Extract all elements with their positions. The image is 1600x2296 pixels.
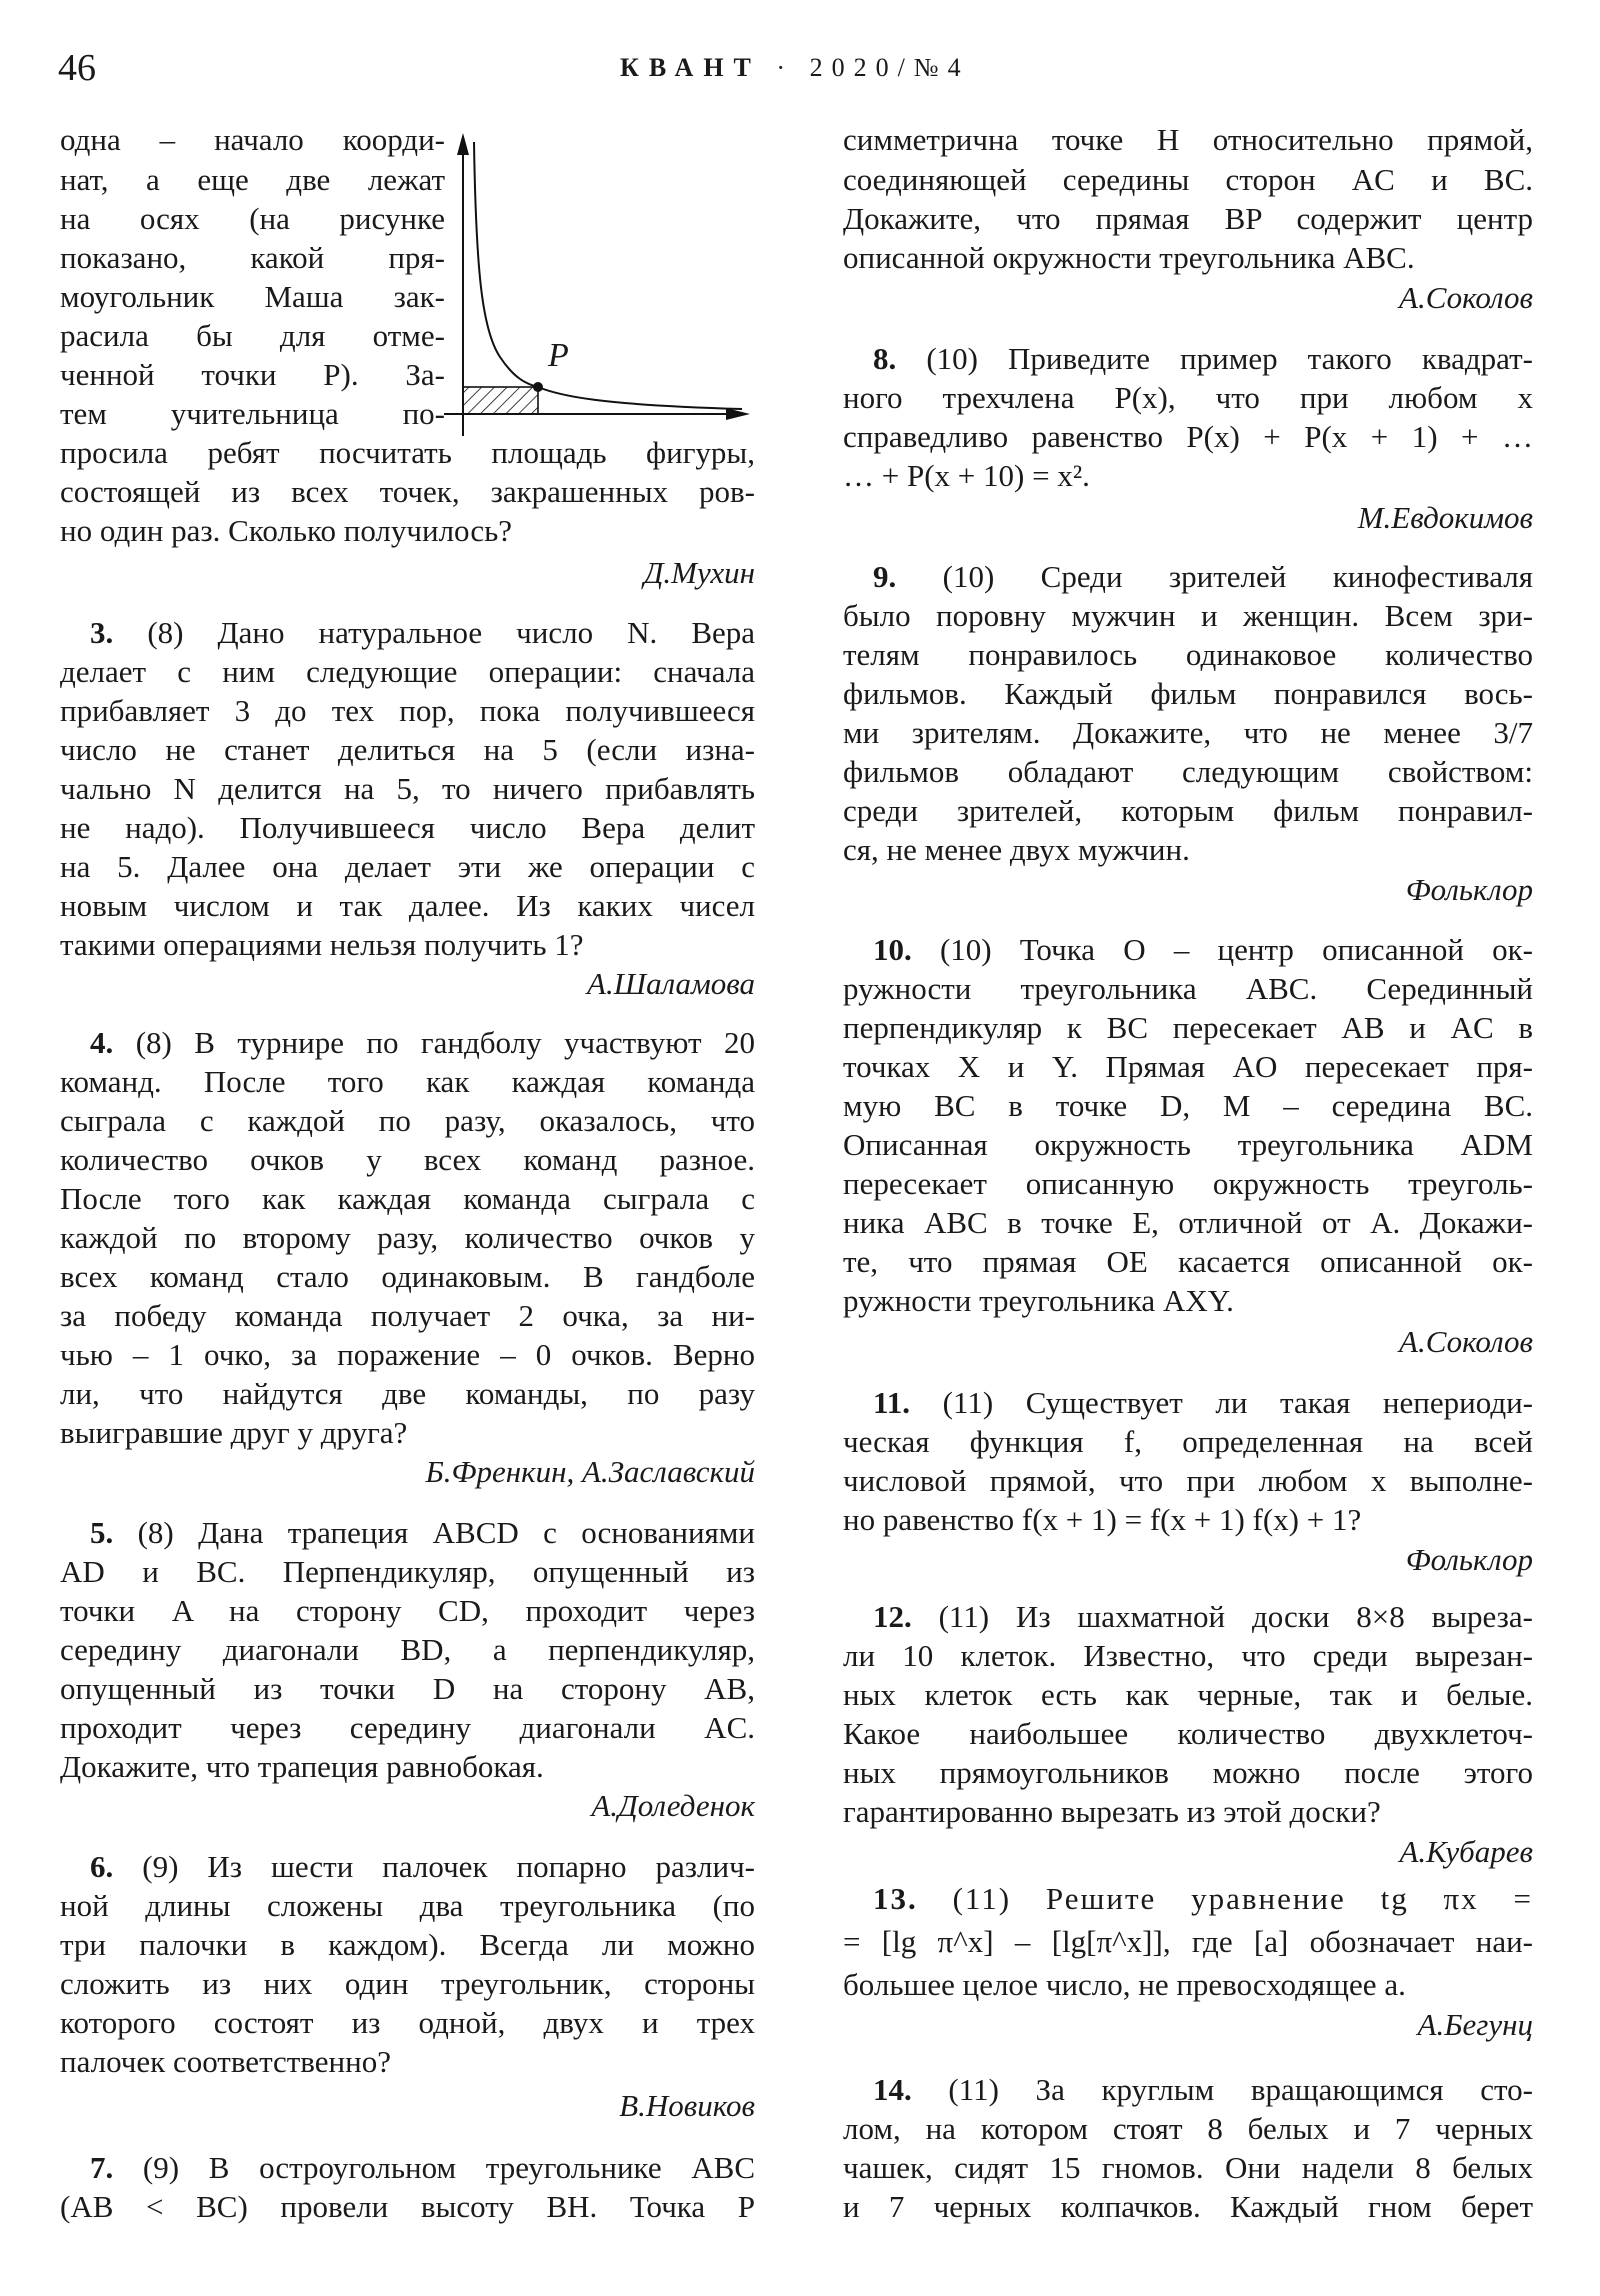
- text-line: количество очков у всех команд разное.: [60, 1142, 755, 1177]
- text-line: ного трехчлена P(x), что при любом x: [843, 380, 1533, 415]
- text-line: состоящей из всех точек, закрашенных ров-: [60, 474, 755, 509]
- header-separator: ·: [776, 53, 795, 82]
- text-line: пересекает описанную окружность треуголь-: [843, 1166, 1533, 1201]
- problem-number: 5.: [90, 1515, 114, 1550]
- text-line: чально N делится на 5, то ничего прибавлять: [60, 771, 755, 806]
- text-line: новым числом и так далее. Из каких чисел: [60, 888, 755, 923]
- text-line: те, что прямая OE касается описанной ок-: [843, 1244, 1533, 1279]
- text-line: нат, а еще две лежат: [60, 162, 445, 197]
- text-line: соединяющей середины сторон AC и BC.: [843, 162, 1533, 197]
- problem-first-line: 9. (10) Среди зрителей кинофестиваля: [873, 559, 1533, 594]
- page-number: 46: [58, 47, 96, 89]
- text-line: точках X и Y. Прямая AO пересекает пря-: [843, 1049, 1533, 1084]
- problem-author: А.Шаламова: [587, 966, 755, 1001]
- problem-number: 10.: [873, 932, 912, 967]
- shaded-rectangle: [463, 387, 538, 414]
- text-line: мую BC в точке D, M – середина BC.: [843, 1088, 1533, 1123]
- text-line: ми зрителям. Докажите, что не менее 3/7: [843, 715, 1533, 750]
- text-line: телям понравилось одинаковое количество: [843, 637, 1533, 672]
- problem-first-line: 11. (11) Существует ли такая непериоди-: [873, 1385, 1533, 1420]
- text-line: Докажите, что прямая BP содержит центр: [843, 201, 1533, 236]
- problem-first-line: 3. (8) Дано натуральное число N. Вера: [90, 615, 756, 650]
- text-line: команд. После того как каждая команда: [60, 1064, 755, 1099]
- problem-author: Фольклор: [1405, 1542, 1533, 1577]
- text-line: за победу команда получает 2 очка, за ни-: [60, 1298, 755, 1333]
- text-line: показано, какой пря-: [60, 240, 445, 275]
- text-line: ченной точки P). За-: [60, 357, 445, 392]
- text-line: симметрична точке H относительно прямой,: [843, 122, 1533, 157]
- problem-first-line: 13. (11) Решите уравнение tg πx =: [873, 1881, 1533, 1916]
- text-line: ных клеток есть как черные, так и белые.: [843, 1677, 1533, 1712]
- hyperbola-figure: [430, 120, 770, 450]
- text-line: ружности треугольника AXY.: [843, 1283, 1234, 1318]
- text-line: AD и BC. Перпендикуляр, опущенный из: [60, 1554, 755, 1589]
- problem-number: 8.: [873, 341, 897, 376]
- text-line: середину диагонали BD, а перпендикуляр,: [60, 1632, 755, 1667]
- problem-author: Фольклор: [1405, 872, 1533, 907]
- text-line: число не станет делиться на 5 (если изна-: [60, 732, 755, 767]
- text-line: гарантированно вырезать из этой доски?: [843, 1794, 1381, 1829]
- text-line: лом, на котором стоят 8 белых и 7 черных: [843, 2111, 1533, 2146]
- problem-author: Д.Мухин: [643, 555, 755, 590]
- problem-number: 12.: [873, 1599, 912, 1634]
- text-line: справедливо равенство P(x) + P(x + 1) + …: [843, 419, 1533, 454]
- problem-author: М.Евдокимов: [1357, 500, 1533, 535]
- problem-number: 3.: [90, 615, 114, 650]
- text-line: каждой по второму разу, количество очков у: [60, 1220, 755, 1255]
- text-line: делает с ним следующие операции: сначала: [60, 654, 755, 689]
- problem-first-line: 6. (9) Из шести палочек попарно различ-: [90, 1849, 755, 1884]
- text-line: расила бы для отме-: [60, 318, 445, 353]
- text-line: ли 10 клеток. Известно, что среди вырезан-: [843, 1638, 1533, 1673]
- text-line: выигравшие друг у друга?: [60, 1415, 408, 1450]
- text-line: точки A на сторону CD, проходит через: [60, 1593, 755, 1628]
- problem-author: В.Новиков: [619, 2088, 755, 2123]
- text-line: После того как каждая команда сыграла с: [60, 1181, 755, 1216]
- problem-author: Б.Френкин, А.Заславский: [425, 1454, 755, 1489]
- text-line: одна – начало коорди-: [60, 122, 445, 157]
- text-line: … + P(x + 10) = x².: [843, 458, 1090, 493]
- problem-number: 13.: [873, 1881, 918, 1916]
- problem-first-line: 5. (8) Дана трапеция ABCD с основаниями: [90, 1515, 755, 1550]
- text-line: Описанная окружность треугольника ADM: [843, 1127, 1533, 1162]
- problem-author: А.Соколов: [1399, 280, 1533, 315]
- problem-first-line: 12. (11) Из шахматной доски 8×8 выреза-: [873, 1599, 1534, 1634]
- text-line: чашек, сидят 15 гномов. Они надели 8 белых: [843, 2150, 1533, 2185]
- text-line: моугольник Маша зак-: [60, 279, 445, 314]
- text-line: но равенство f(x + 1) = f(x + 1) f(x) + 1?: [843, 1502, 1362, 1537]
- equation-line: = [lg π^x] – [lg[π^x]], где [a] обозначает наи-: [843, 1924, 1533, 1959]
- problem-first-line: 8. (10) Приведите пример такого квадрат-: [873, 341, 1534, 376]
- text-line: сложить из них один треугольник, стороны: [60, 1966, 755, 2001]
- journal-name: КВАНТ: [620, 53, 761, 82]
- text-line: три палочки в каждом). Всегда ли можно: [60, 1927, 755, 1962]
- issue-number: 2020/№4: [809, 53, 970, 82]
- problem-number: 9.: [873, 559, 897, 594]
- journal-header: [620, 50, 970, 86]
- text-line: чью – 1 очко, за поражение – 0 очков. Верно: [60, 1337, 755, 1372]
- text-line: ческая функция f, определенная на всей: [843, 1424, 1533, 1459]
- hyperbola-graph-icon: [430, 120, 770, 450]
- problem-number: 11.: [873, 1385, 911, 1420]
- problem-first-line: 14. (11) За круглым вращающимся сто-: [873, 2072, 1534, 2107]
- text-line: сыграла с каждой по разу, оказалось, что: [60, 1103, 755, 1138]
- text-line: перпендикуляр к BC пересекает AB и AC в: [843, 1010, 1533, 1045]
- problem-author: А.Бегунц: [1417, 2007, 1533, 2042]
- text-line: всех команд стало одинаковым. В гандболе: [60, 1259, 755, 1294]
- text-line: палочек соответственно?: [60, 2044, 391, 2079]
- text-line: ли, что найдутся две команды, по разу: [60, 1376, 755, 1411]
- text-line: прибавляет 3 до тех пор, пока получившееся: [60, 693, 755, 728]
- problem-number: 7.: [90, 2150, 114, 2185]
- text-line: на осях (на рисунке: [60, 201, 445, 236]
- problem-number: 14.: [873, 2072, 912, 2107]
- problem-first-line: 4. (8) В турнире по гандболу участвуют 20: [90, 1025, 755, 1060]
- text-line: большее целое число, не превосходящее a.: [843, 1967, 1406, 2002]
- text-line: ника ABC в точке E, отличной от A. Докажи-: [843, 1205, 1533, 1240]
- problem-number: 6.: [90, 1849, 114, 1884]
- text-line: просила ребят посчитать площадь фигуры,: [60, 435, 755, 470]
- text-line: ных прямоугольников можно после этого: [843, 1755, 1533, 1790]
- problem-first-line: 7. (9) В остроугольном треугольнике ABC: [90, 2150, 755, 2185]
- problem-number: 4.: [90, 1025, 114, 1060]
- text-line: фильмов. Каждый фильм понравился вось-: [843, 676, 1533, 711]
- text-line: которого состоят из одной, двух и трех: [60, 2005, 755, 2040]
- text-line: ной длины сложены два треугольника (по: [60, 1888, 755, 1923]
- problem-author: А.Кубарев: [1399, 1834, 1533, 1869]
- text-line: и 7 черных колпачков. Каждый гном берет: [843, 2189, 1533, 2224]
- text-line: числовой прямой, что при любом x выполне-: [843, 1463, 1533, 1498]
- text-line: проходит через середину диагонали AC.: [60, 1710, 755, 1745]
- text-line: но один раз. Сколько получилось?: [60, 513, 512, 548]
- text-line: среди зрителей, которым фильм понравил-: [843, 793, 1533, 828]
- text-line: Какое наибольшее количество двухклеточ-: [843, 1716, 1533, 1751]
- text-line: на 5. Далее она делает эти же операции с: [60, 849, 755, 884]
- text-line: описанной окружности треугольника ABC.: [843, 240, 1415, 275]
- text-line: ся, не менее двух мужчин.: [843, 832, 1190, 867]
- text-line: ружности треугольника ABC. Серединный: [843, 971, 1533, 1006]
- problem-first-line: 10. (10) Точка O – центр описанной ок-: [873, 932, 1534, 967]
- problem-author: А.Доледенок: [591, 1788, 755, 1823]
- text-line: Докажите, что трапеция равнобокая.: [60, 1749, 544, 1784]
- text-line: опущенный из точки D на сторону AB,: [60, 1671, 755, 1706]
- text-line: тем учительница по-: [60, 396, 445, 431]
- text-line: фильмов обладают следующим свойством:: [843, 754, 1533, 789]
- text-line: такими операциями нельзя получить 1?: [60, 927, 584, 962]
- text-line: (AB < BC) провели высоту BH. Точка P: [60, 2189, 755, 2224]
- text-line: было поровну мужчин и женщин. Всем зри-: [843, 598, 1533, 633]
- point-p-label: P: [548, 337, 569, 374]
- text-line: не надо). Получившееся число Вера делит: [60, 810, 755, 845]
- problem-author: А.Соколов: [1399, 1324, 1533, 1359]
